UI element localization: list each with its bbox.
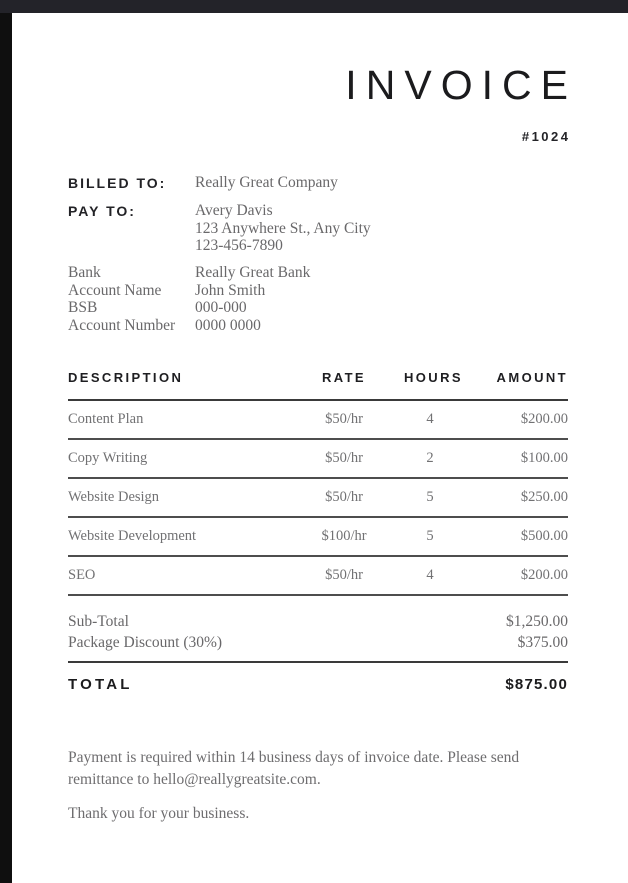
billed-to-row [68, 174, 568, 192]
subtotal-label: Sub-Total [68, 613, 129, 631]
account-number-value: 0000 0000 [195, 316, 261, 334]
parties-section [68, 174, 568, 255]
row-amount: $250.00 [520, 489, 568, 506]
table-row [68, 518, 568, 557]
row-rate: $50/hr [325, 411, 363, 428]
subtotal-row [68, 611, 568, 632]
table-row [68, 557, 568, 596]
total-label: TOTAL [68, 676, 133, 694]
invoice-page [68, 13, 578, 825]
row-rate: $50/hr [325, 489, 363, 506]
total-row [68, 663, 568, 693]
row-description: SEO [68, 567, 96, 584]
discount-row [68, 632, 568, 653]
row-amount: $500.00 [520, 528, 568, 545]
account-number-label: Account Number [68, 316, 176, 334]
header-description: DESCRIPTION [68, 370, 184, 386]
account-name-label: Account Name [68, 281, 162, 299]
pay-to-name: Avery Davis [195, 202, 273, 220]
header-hours: HOURS [404, 370, 463, 386]
pay-to-phone: 123-456-7890 [195, 237, 283, 255]
table-row [68, 479, 568, 518]
pay-to-row [68, 202, 568, 255]
row-amount: $200.00 [520, 411, 568, 428]
bank-label: Bank [68, 263, 101, 281]
bank-value: Really Great Bank [195, 263, 311, 281]
subtotal-value: $1,250.00 [506, 613, 568, 631]
invoice-number: #1024 [521, 128, 571, 144]
row-description: Copy Writing [68, 450, 148, 467]
row-rate: $100/hr [321, 528, 367, 545]
row-description: Website Development [68, 528, 197, 545]
bank-details-section [68, 264, 568, 334]
table-row [68, 401, 568, 440]
pay-to-label: PAY TO: [68, 203, 136, 220]
row-hours: 4 [426, 567, 434, 584]
top-dark-bar [0, 0, 628, 13]
row-hours: 4 [426, 411, 434, 428]
row-description: Content Plan [68, 411, 144, 428]
line-items-table [68, 370, 568, 596]
thank-you-note: Thank you for your business. [68, 805, 250, 823]
row-hours: 5 [426, 489, 434, 506]
bsb-label: BSB [68, 299, 98, 317]
header-rate: RATE [321, 370, 367, 386]
row-description: Website Design [68, 489, 160, 506]
bsb-value: 000-000 [195, 299, 247, 317]
row-rate: $50/hr [325, 450, 363, 467]
invoice-title: INVOICE [345, 62, 578, 108]
summary-section [68, 596, 568, 693]
row-hours: 5 [426, 528, 434, 545]
billed-to-label: BILLED TO: [68, 174, 167, 191]
row-rate: $50/hr [325, 567, 363, 584]
row-hours: 2 [426, 450, 434, 467]
discount-label: Package Discount (30%) [68, 634, 223, 652]
left-dark-strip [0, 13, 12, 883]
pay-to-address: 123 Anywhere St., Any City [195, 219, 371, 237]
billed-to-value: Really Great Company [195, 173, 338, 191]
discount-value: $375.00 [517, 634, 568, 652]
header-amount: AMOUNT [496, 370, 568, 386]
row-amount: $200.00 [520, 567, 568, 584]
pay-to-value [195, 202, 568, 255]
table-row [68, 440, 568, 479]
account-name-value: John Smith [195, 281, 266, 299]
row-amount: $100.00 [520, 450, 568, 467]
total-value: $875.00 [505, 676, 568, 694]
payment-note: Payment is required within 14 business days of invoice date. Please send remittance to hello@reallygreatsite.com. [68, 749, 520, 789]
table-header-row [68, 370, 568, 401]
